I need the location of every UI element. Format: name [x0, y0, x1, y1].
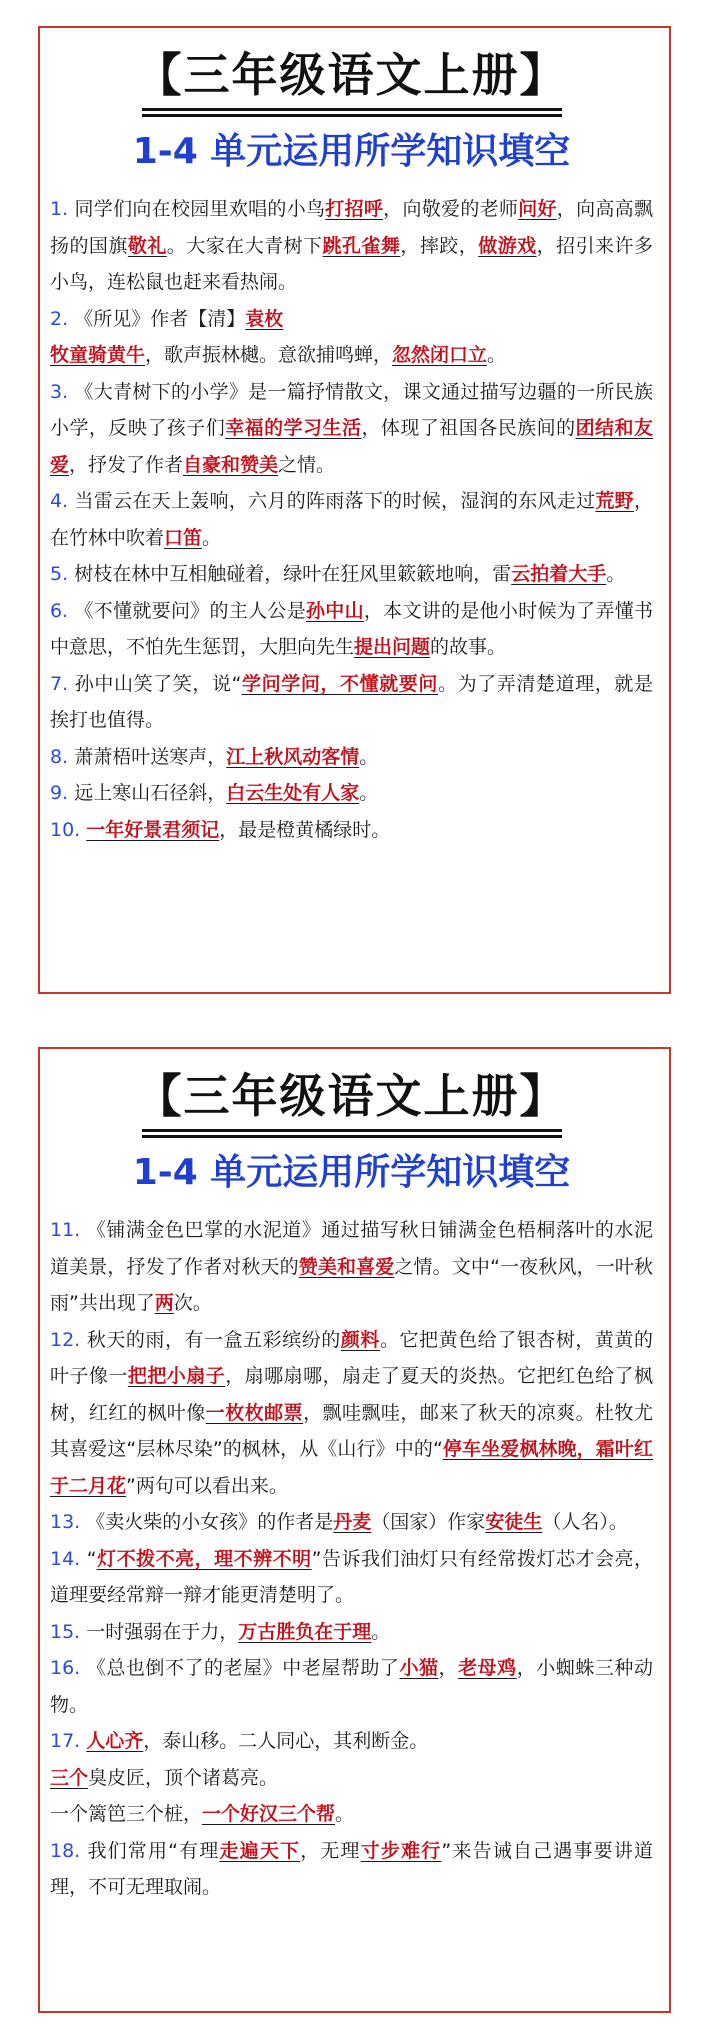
- item-number: 8.: [50, 745, 69, 768]
- answer-text: 孙中山: [306, 599, 364, 622]
- fill-in-item: [50, 1541, 653, 1614]
- item-number: 4.: [50, 490, 69, 512]
- question-text: 。: [606, 563, 626, 585]
- answer-text: 一年好景君须记: [86, 818, 220, 841]
- question-text: 《不懂就要问》的主人公是: [74, 599, 306, 622]
- answer-text: 赞美和喜爱: [298, 1255, 395, 1278]
- answer-text: 牧童骑黄牛: [50, 344, 146, 366]
- question-text: 《大青树下的小学》是一篇抒情散文，课文通过描写边疆的一所民族小学，反映了孩子们: [50, 380, 653, 439]
- item-number: 13.: [50, 1511, 81, 1533]
- fill-in-item: [50, 1212, 653, 1322]
- question-text: 之情。: [278, 453, 336, 476]
- question-text: ，歌声振林樾。意欲捕鸣蝉，: [145, 344, 393, 366]
- question-text: 。大家在大青树下: [166, 234, 323, 257]
- item-number: 2.: [50, 307, 69, 330]
- fill-in-item: [50, 1504, 653, 1541]
- question-text: ，摔跤，: [400, 234, 479, 257]
- question-text: “: [86, 1547, 97, 1570]
- answer-text: 颜料: [340, 1328, 380, 1351]
- fill-in-item: [50, 1322, 653, 1505]
- title-underline: [142, 108, 562, 117]
- answer-text: 安徒生: [485, 1511, 543, 1533]
- answer-text: 灯不拨不亮，理不辨不明: [96, 1547, 312, 1570]
- question-text: 当雷云在天上轰响，六月的阵雨落下的时候，湿润的东风走过: [74, 490, 596, 512]
- fill-in-item: [50, 483, 653, 556]
- answer-text: 走遍天下: [219, 1839, 301, 1862]
- question-text: 秋天的雨，有一盒五彩缤纷的: [86, 1328, 341, 1351]
- question-text: 《总也倒不了的老屋》中老屋帮助了: [86, 1657, 400, 1679]
- item-number: 7.: [50, 672, 69, 695]
- fill-in-item: [50, 1614, 653, 1651]
- question-text: 的故事。: [430, 636, 507, 658]
- answer-text: 停车坐爱枫林晚，霜叶红于二月花: [50, 1438, 654, 1497]
- answer-text: 三个: [50, 1766, 89, 1789]
- fill-in-item: [50, 775, 653, 812]
- question-text: 次。: [173, 1292, 212, 1314]
- answer-text: 自豪和赞美: [183, 453, 279, 476]
- worksheet-card-2: [38, 1047, 671, 2013]
- answer-text: 做游戏: [478, 234, 537, 257]
- fill-in-item: [50, 1833, 653, 1906]
- answer-text: 一个好汉三个帮: [202, 1803, 336, 1825]
- item-number: 18.: [50, 1839, 81, 1862]
- question-text: 。: [359, 782, 379, 804]
- answer-text: 忽然闭口立: [392, 344, 488, 366]
- question-text: 。为了弄清楚道理，就是挨打也值得。: [50, 672, 653, 731]
- answer-text: 丹麦: [333, 1511, 372, 1533]
- question-text: 同学们向在校园里欢唱的小鸟: [74, 198, 326, 220]
- item-number: 16.: [50, 1657, 81, 1679]
- question-text: ，扇哪扇哪，扇走了夏天的炎热。它把红色给了枫树，红红的枫叶像: [50, 1365, 653, 1424]
- answer-text: 幸福的学习生活: [225, 417, 362, 439]
- question-text: 臭皮匠，顶个诸葛亮。: [88, 1766, 279, 1789]
- fill-in-item: [50, 191, 653, 301]
- answer-text: 提出问题: [354, 636, 431, 658]
- item-number: 11.: [50, 1219, 81, 1241]
- answer-text: 学问学问，不懂就要问: [241, 672, 438, 695]
- question-text: ，无理: [300, 1839, 361, 1862]
- question-text: ”两句可以看出来。: [126, 1474, 288, 1497]
- question-text: ，: [438, 1657, 459, 1679]
- question-text: 我们常用“有理: [87, 1839, 220, 1862]
- answer-text: 袁枚: [245, 307, 284, 330]
- answer-text: 人心齐: [86, 1730, 144, 1752]
- question-text: 。: [359, 745, 379, 768]
- fill-in-list: [50, 1212, 653, 1906]
- fill-in-item: [50, 1723, 653, 1760]
- answer-text: 小猫: [399, 1657, 439, 1679]
- question-text: 远上寒山石径斜，: [74, 782, 227, 804]
- answer-text: 荒野: [595, 490, 634, 512]
- answer-text: 云拍着大手: [511, 563, 607, 585]
- question-text: （国家）作家: [371, 1511, 486, 1533]
- question-text: （人名）。: [542, 1511, 628, 1533]
- question-text: ，在竹林中吹着: [50, 490, 653, 549]
- question-text: 树枝在林中互相触碰着，绿叶在狂风里簌簌地响，雷: [74, 563, 512, 585]
- question-text: ，最是橙黄橘绿时。: [219, 818, 391, 841]
- answer-text: 跳孔雀舞: [322, 234, 401, 257]
- fill-in-item: [50, 301, 653, 338]
- fill-in-list: [50, 191, 653, 848]
- title-underline: [142, 1129, 562, 1138]
- question-text: 。它把黄色给了银杏树，黄黄的叶子像一: [50, 1328, 653, 1387]
- page-title: 【三年级语文上册】: [135, 1069, 568, 1123]
- fill-in-item: [50, 593, 653, 666]
- page-subtitle: 1-4 单元运用所学知识填空: [132, 1152, 571, 1193]
- answer-text: 万古胜负在于理: [238, 1620, 372, 1643]
- question-text: 《所见》作者【清】: [74, 307, 246, 330]
- question-text: 。: [202, 526, 222, 549]
- question-text: 《铺满金色巴掌的水泥道》通过描写秋日铺满金色梧桐落叶的水泥道美景，抒发了作者对秋天的: [50, 1219, 653, 1278]
- item-number: 1.: [50, 198, 69, 220]
- question-text: ”告诉我们油灯只有经常拨灯芯才会亮，道理要经常辩一辩才能更清楚明了。: [50, 1547, 653, 1606]
- answer-text: 口笛: [164, 526, 203, 549]
- fill-in-item: [50, 1650, 653, 1723]
- question-text: ，飘哇飘哇，邮来了秋天的凉爽。杜牧尤其喜爱这“层林尽染”的枫林，从《山行》中的“: [50, 1401, 653, 1460]
- question-text: 。: [371, 1620, 391, 1643]
- answer-text: 团结和友爱: [50, 417, 653, 476]
- worksheet-card-1: [38, 26, 671, 994]
- answer-text: 寸步难行: [360, 1839, 442, 1862]
- question-text: ，向敬爱的老师: [383, 198, 519, 220]
- question-text: ”来告诫自己遇事要讲道理，不可无理取闹。: [50, 1839, 653, 1898]
- answer-text: 白云生处有人家: [226, 782, 360, 804]
- item-number: 17.: [50, 1730, 81, 1752]
- fill-in-item: [50, 374, 653, 484]
- question-text: ，本文讲的是他小时候为了弄懂书中意思，不怕先生惩罚，大胆向先生: [50, 599, 653, 658]
- question-text: ，体现了祖国各民族间的: [361, 417, 576, 439]
- question-text: ，小蜘蛛三种动物。: [50, 1657, 653, 1716]
- answer-text: 打招呼: [325, 198, 384, 220]
- answer-text: 一枚枚邮票: [205, 1401, 304, 1424]
- item-number: 14.: [50, 1547, 81, 1570]
- answer-text: 敬礼: [127, 234, 167, 257]
- item-number: 6.: [50, 599, 69, 622]
- question-text: ，泰山移。二人同心，其利断金。: [143, 1730, 429, 1752]
- question-text: ，向高高飘扬的国旗: [50, 198, 653, 257]
- answer-text: 两: [154, 1292, 174, 1314]
- answer-text: 把把小扇子: [127, 1365, 226, 1387]
- page-subtitle: 1-4 单元运用所学知识填空: [132, 131, 571, 172]
- fill-in-item: [50, 666, 653, 739]
- question-text: 萧萧梧叶送寒声，: [74, 745, 227, 768]
- question-text: 《卖火柴的小女孩》的作者是: [86, 1511, 334, 1533]
- question-text: 。: [335, 1803, 355, 1825]
- fill-in-item: [50, 556, 653, 593]
- answer-text: 问好: [518, 198, 557, 220]
- item-number: 9.: [50, 782, 69, 804]
- fill-in-item: [50, 1760, 653, 1797]
- question-text: 之情。文中“一夜秋风，一叶秋雨”共出现了: [50, 1255, 653, 1314]
- question-text: 孙中山笑了笑，说“: [74, 672, 242, 695]
- answer-text: 老母鸡: [458, 1657, 517, 1679]
- fill-in-item: [50, 1796, 653, 1833]
- question-text: 。: [487, 344, 507, 366]
- item-number: 5.: [50, 563, 69, 585]
- page-title: 【三年级语文上册】: [135, 48, 568, 102]
- item-number: 10.: [50, 818, 81, 841]
- question-text: 一时强弱在于力，: [86, 1620, 239, 1643]
- item-number: 12.: [50, 1328, 81, 1351]
- question-text: ，招引来许多小鸟，连松鼠也赶来看热闹。: [50, 234, 653, 293]
- question-text: ，抒发了作者: [69, 453, 184, 476]
- fill-in-item: [50, 812, 653, 849]
- question-text: 一个篱笆三个桩，: [50, 1803, 203, 1825]
- answer-text: 江上秋风动客情: [226, 745, 360, 768]
- fill-in-item: [50, 337, 653, 374]
- item-number: 3.: [50, 380, 69, 403]
- fill-in-item: [50, 739, 653, 776]
- item-number: 15.: [50, 1620, 81, 1643]
